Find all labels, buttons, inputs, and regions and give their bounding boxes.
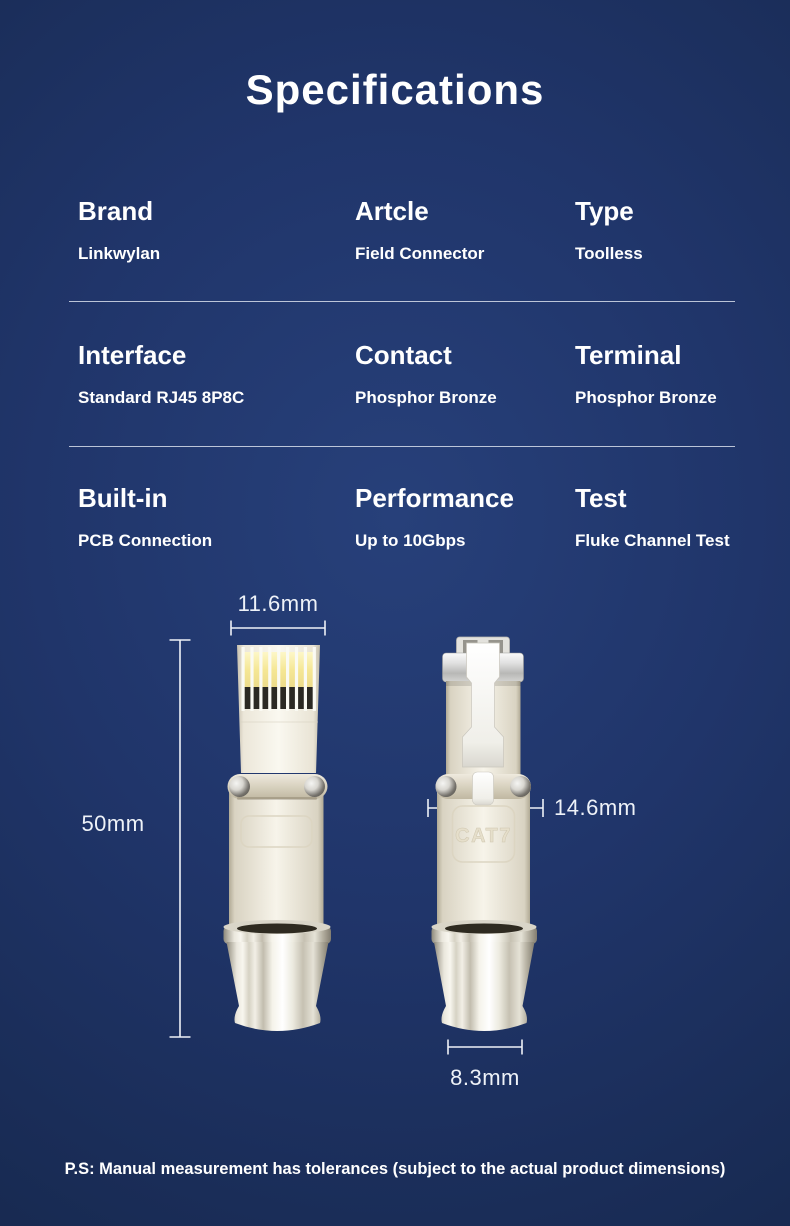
spec-label: Terminal bbox=[575, 340, 682, 370]
dimension-line-height bbox=[170, 640, 191, 1037]
hinge-pin bbox=[304, 776, 325, 797]
connector-front-view bbox=[224, 645, 332, 1031]
dimension-line-boot-width bbox=[448, 1040, 522, 1055]
footer-note: P.S: Manual measurement has tolerances (subject to the actual product dimensions) bbox=[64, 1160, 726, 1178]
connector-illustration bbox=[0, 580, 790, 1100]
dimension-label-height: 50mm bbox=[81, 811, 145, 836]
strain-relief-boot bbox=[434, 942, 535, 1031]
spec-label: Type bbox=[575, 196, 634, 226]
spec-label: Contact bbox=[355, 340, 452, 370]
spec-label: Interface bbox=[78, 340, 187, 370]
spec-value: Toolless bbox=[575, 244, 643, 263]
hinge-pin bbox=[229, 776, 250, 797]
spec-value: Up to 10Gbps bbox=[355, 531, 466, 550]
spec-label: Test bbox=[575, 483, 627, 513]
hinge-pin bbox=[436, 776, 457, 797]
spec-value: Phosphor Bronze bbox=[575, 388, 717, 407]
dimension-label-top-width: 11.6mm bbox=[237, 591, 319, 616]
dimension-label-body-width: 14.6mm bbox=[554, 795, 637, 820]
spec-value: Fluke Channel Test bbox=[575, 531, 730, 550]
spec-value: Standard RJ45 8P8C bbox=[78, 388, 245, 407]
spec-label: Performance bbox=[355, 483, 514, 513]
spec-cell-brand bbox=[78, 196, 348, 264]
connector-side-view bbox=[432, 637, 538, 1031]
spec-label: Built-in bbox=[78, 483, 168, 513]
spec-cell-built-in bbox=[78, 483, 348, 551]
spec-value: Field Connector bbox=[355, 244, 485, 263]
hinge-pin bbox=[510, 776, 531, 797]
row-divider bbox=[69, 446, 735, 447]
embossed-text: CAT7 bbox=[455, 825, 512, 847]
spec-cell-terminal bbox=[575, 340, 790, 408]
spec-label: Brand bbox=[78, 196, 154, 226]
spec-cell-type bbox=[575, 196, 790, 264]
strain-relief-boot bbox=[227, 942, 329, 1031]
row-divider bbox=[69, 301, 735, 302]
dimension-label-boot-width: 8.3mm bbox=[450, 1065, 520, 1090]
spec-value: PCB Connection bbox=[78, 531, 213, 550]
spec-value: Phosphor Bronze bbox=[355, 388, 497, 407]
product-diagram bbox=[0, 580, 790, 1100]
page-title: Specifications bbox=[245, 66, 545, 113]
dimension-line-top-width bbox=[231, 621, 325, 636]
spec-label: Artcle bbox=[355, 196, 429, 226]
spec-cell-interface bbox=[78, 340, 348, 408]
spec-value: Linkwylan bbox=[78, 244, 161, 263]
spec-cell-test bbox=[575, 483, 790, 551]
